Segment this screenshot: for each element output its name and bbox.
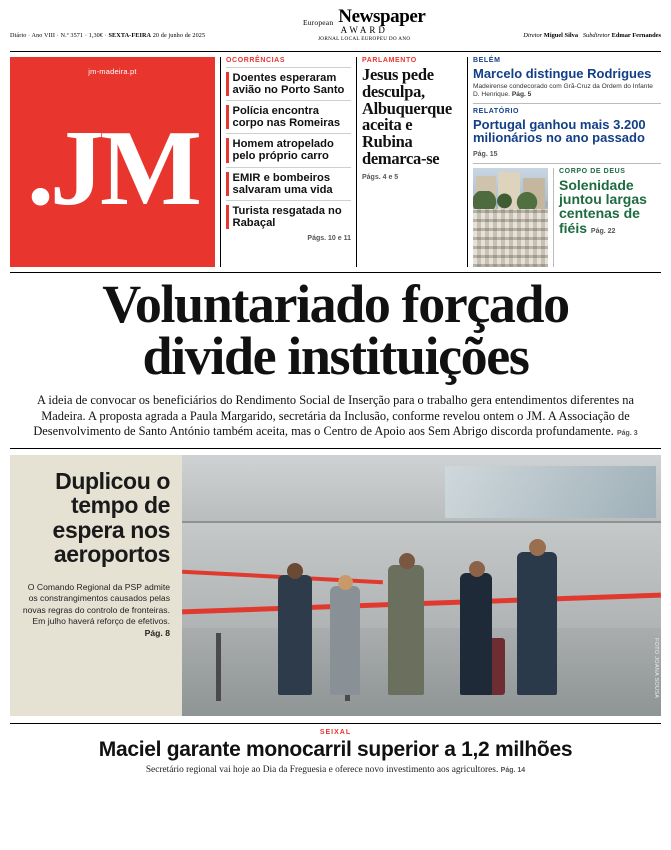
main-lede (28, 393, 643, 441)
subdirector-name: Edmar Fernandes (611, 32, 661, 39)
photo-barrier-post (216, 633, 221, 701)
award-line-newspaper: Newspaper (338, 6, 426, 27)
award-line-award: AWARD (340, 25, 388, 36)
ocorrencia-headline: EMIR e bombeiros salvaram uma vida (232, 171, 333, 196)
red-rule (226, 72, 229, 96)
ocorrencia-headline: Doentes esperaram avião no Porto Santo (232, 72, 345, 97)
red-rule (226, 172, 229, 196)
red-rule (226, 105, 229, 129)
main-story[interactable] (10, 272, 661, 440)
feature-page-ref: Pág. 8 (144, 627, 170, 638)
list-item[interactable] (226, 133, 351, 166)
feature-text-panel (10, 455, 182, 716)
relatorio-kicker: RELATÓRIO (473, 107, 520, 115)
corpo-deus-headline-text: Solenidade juntou largas centenas de fiéis (559, 176, 647, 236)
main-headline-line2: divide instituições (142, 325, 529, 386)
belem-story[interactable] (473, 57, 661, 104)
ocorrencias-page-ref: Págs. 10 e 11 (307, 234, 351, 242)
main-headline-line1: Voluntariado forçado (102, 274, 569, 334)
ocorrencias-column (220, 57, 351, 267)
corpo-deus-page-ref: Pág. 22 (590, 227, 616, 235)
belem-subtext (473, 83, 661, 99)
bottom-headline: Maciel garante monocarril superior a 1,2 milhões (98, 738, 573, 762)
award-caption: JORNAL LOCAL EUROPEU DO ANO (317, 35, 411, 42)
belem-sub: Madeirense condecorado com Grã-Cruz da Ordem do Infante D. Henrique. (473, 82, 653, 98)
corpo-deus-block (473, 168, 661, 267)
red-rule (226, 205, 229, 229)
photo-trees (473, 191, 548, 209)
bottom-kicker: SEIXAL (319, 729, 352, 737)
feature-body-text: O Comando Regional da PSP admite os constrangimentos causados pelas novas regras do controlo de fronteiras. Em julho haverá reforço de efetivos. (22, 581, 170, 627)
parlamento-column (356, 57, 462, 267)
relatorio-page-ref: Pág. 15 (473, 150, 498, 158)
edition-prefix: Diário · Ano VIII · N.º 3571 · 1,30€ · (10, 32, 109, 39)
belem-headline: Marcelo distingue Rodrigues (473, 66, 652, 81)
main-headline (10, 274, 661, 386)
parlamento-headline[interactable]: Jesus pede desculpa, Albuquerque aceita e Rubina demarca-se (362, 65, 452, 169)
corpo-deus-kicker: CORPO DE DEUS (559, 167, 626, 175)
upper-section (10, 57, 661, 267)
bottom-sub: Secretário regional vai hoje ao Dia da Freguesia e oferece novo investimento aos agricultores. (145, 765, 499, 776)
photo-person (330, 586, 360, 696)
belem-kicker: BELÉM (473, 57, 501, 64)
bottom-page-ref: Pág. 14 (500, 767, 526, 775)
award-line-european: European (302, 17, 334, 27)
photo-credit: FOTO JOANA SOUSA (653, 637, 659, 699)
photo-person (517, 552, 557, 696)
subdirector-label: Subdiretor (582, 32, 610, 39)
masthead-strip (10, 6, 661, 52)
list-item[interactable] (226, 100, 351, 133)
parlamento-kicker: PARLAMENTO (362, 57, 417, 64)
corpo-deus-photo (473, 168, 548, 267)
list-item[interactable] (226, 67, 351, 100)
feature-headline: Duplicou o tempo de espera nos aeroportos (52, 468, 170, 567)
corpo-deus-story[interactable] (553, 168, 661, 267)
website-url[interactable]: jm-madeira.pt (88, 67, 137, 76)
director-label: Diretor (523, 32, 543, 39)
photo-person (388, 565, 424, 696)
bottom-subtext (10, 765, 661, 775)
edition-line (10, 6, 205, 39)
director-name: Miguel Silva (543, 32, 579, 39)
parlamento-page-ref: Págs. 4 e 5 (362, 173, 399, 181)
ocorrencia-headline: Polícia encontra corpo nas Romeiras (232, 105, 341, 130)
corpo-deus-headline (559, 178, 661, 236)
photo-person (278, 575, 312, 695)
jm-logo-block (10, 57, 215, 267)
feature-photo-airport (182, 455, 661, 716)
red-rule (226, 138, 229, 162)
director-line (523, 6, 661, 39)
main-lede-text: A ideia de convocar os beneficiários do Rendimento Social de Inserção para o trabalho gera entendimentos diferentes na Madeira. A proposta agrada a Paula Margarido, secretária da Inclusão, conforme revelou ontem o JM. A Associação de Desenvolvimento de Santo António também aceita, mas o Centro de Apoio aos Sem Abrigo discorda profundamente. (33, 392, 634, 439)
feature-body (22, 582, 170, 640)
edition-date: 20 de junho de 2025 (151, 32, 206, 39)
european-newspaper-award-logo (289, 6, 439, 42)
edition-weekday: SEXTA-FEIRA (108, 32, 152, 39)
list-item[interactable] (226, 167, 351, 200)
ocorrencia-headline: Homem atropelado pelo próprio carro (232, 138, 334, 163)
photo-person (460, 573, 492, 696)
right-column (467, 57, 661, 267)
bottom-story[interactable] (10, 723, 661, 775)
relatorio-story[interactable] (473, 108, 661, 164)
relatorio-headline (473, 118, 661, 159)
ocorrencias-kicker: OCORRÊNCIAS (226, 57, 286, 64)
photo-crowd-texture (473, 209, 548, 267)
ocorrencia-headline: Turista resgatada no Rabaçal (232, 204, 342, 229)
relatorio-headline-text: Portugal ganhou mais 3.200 milionários no ano passado (473, 116, 646, 146)
belem-page-ref: Pág. 5 (511, 90, 532, 98)
feature-story[interactable] (10, 448, 661, 716)
jm-wordmark: .JM (27, 108, 198, 228)
photo-window (445, 466, 656, 518)
list-item[interactable] (226, 200, 351, 233)
main-page-ref: Pág. 3 (617, 430, 638, 438)
